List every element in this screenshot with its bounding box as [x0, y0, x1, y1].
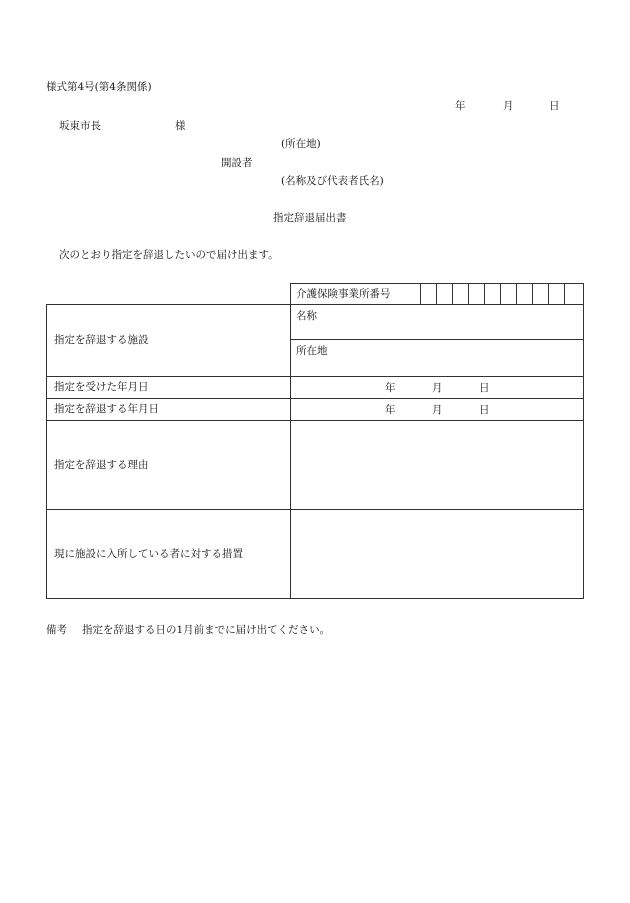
withdrawal-date-row — [47, 399, 584, 421]
received-date-label: 指定を受けた年月日 — [47, 377, 291, 399]
date-day-label: 日 — [549, 100, 560, 112]
addressee: 坂東市長 — [59, 120, 101, 132]
provider-number-digit[interactable] — [501, 284, 517, 305]
provider-number-row — [47, 284, 584, 305]
provider-number-digit[interactable] — [485, 284, 501, 305]
withdrawal-month-unit: 月 — [432, 403, 443, 416]
applicant-address-label: (所在地) — [281, 138, 321, 150]
date-year-label: 年 — [455, 100, 466, 112]
withdrawal-date-label: 指定を辞退する年月日 — [47, 399, 291, 421]
facility-name-field[interactable] — [291, 305, 584, 340]
form-number: 様式第4号(第4条関係) — [46, 81, 152, 93]
facility-name-row — [47, 305, 584, 340]
facility-label: 指定を辞退する施設 — [47, 305, 291, 377]
facility-name-label: 名称 — [296, 310, 317, 322]
withdrawal-year-unit: 年 — [385, 403, 396, 416]
applicant-role-label: 開設者 — [221, 157, 253, 169]
reason-row — [47, 421, 584, 510]
received-month-unit: 月 — [432, 381, 443, 394]
received-date-field[interactable] — [291, 377, 584, 399]
measures-row — [47, 510, 584, 599]
reason-field[interactable] — [291, 421, 584, 510]
provider-number-digit[interactable] — [533, 284, 549, 305]
applicant-name-label: (名称及び代表者氏名) — [281, 175, 384, 187]
provider-number-digit[interactable] — [453, 284, 469, 305]
provider-number-digit[interactable] — [565, 284, 584, 305]
provider-number-label: 介護保険事業所番号 — [291, 284, 421, 305]
honorific: 様 — [175, 120, 186, 132]
withdrawal-day-unit: 日 — [479, 403, 490, 416]
received-day-unit: 日 — [479, 381, 490, 394]
remarks-label: 備考 — [46, 624, 67, 636]
provider-number-digit[interactable] — [517, 284, 533, 305]
intro-text: 次のとおり指定を辞退したいので届け出ます。 — [59, 249, 279, 261]
received-date-row — [47, 377, 584, 399]
withdrawal-form-table — [46, 283, 584, 599]
facility-address-label: 所在地 — [296, 345, 328, 357]
facility-address-field[interactable] — [291, 340, 584, 377]
provider-number-digit[interactable] — [469, 284, 485, 305]
date-month-label: 月 — [503, 100, 514, 112]
remarks-text: 指定を辞退する日の1月前までに届け出てください。 — [82, 624, 331, 636]
provider-number-digit[interactable] — [549, 284, 565, 305]
reason-label: 指定を辞退する理由 — [47, 421, 291, 510]
provider-number-digit[interactable] — [437, 284, 453, 305]
measures-label: 現に施設に入所している者に対する措置 — [47, 510, 291, 599]
received-year-unit: 年 — [385, 381, 396, 394]
measures-field[interactable] — [291, 510, 584, 599]
provider-number-digit[interactable] — [421, 284, 437, 305]
document-title: 指定辞退届出書 — [273, 212, 347, 224]
withdrawal-date-field[interactable] — [291, 399, 584, 421]
